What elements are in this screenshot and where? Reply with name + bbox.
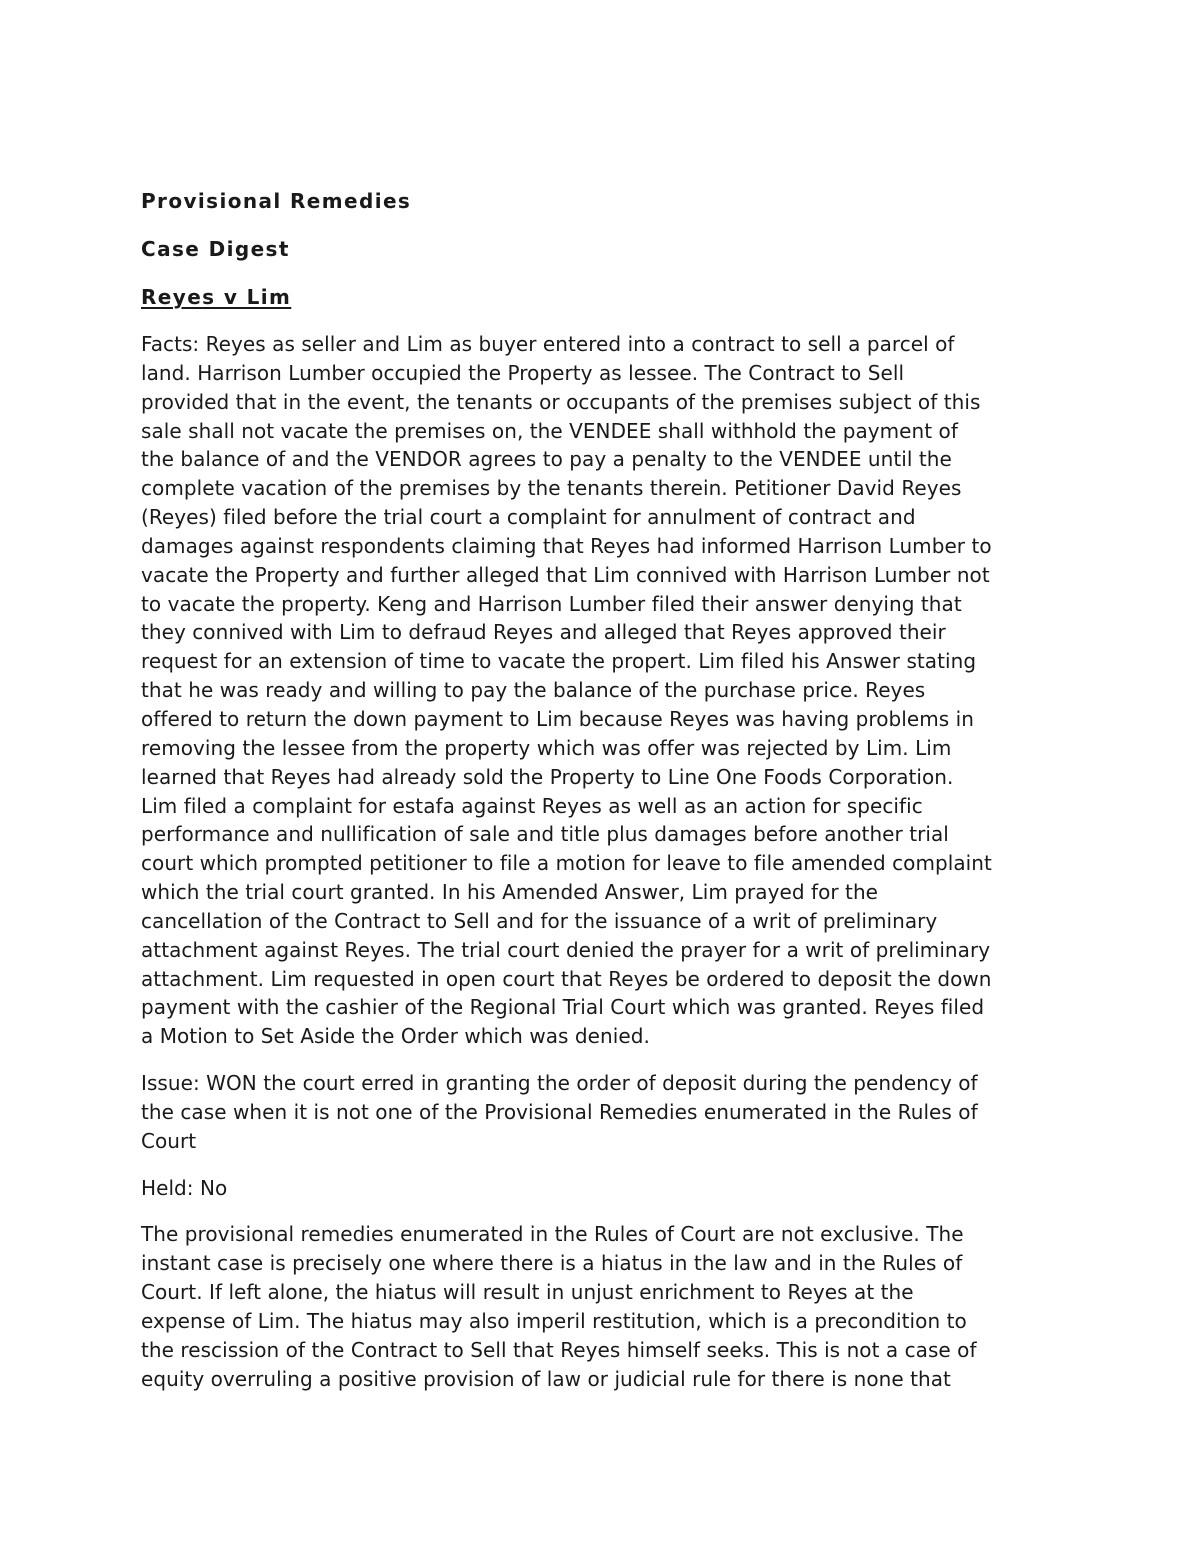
- document-subtitle: Case Digest: [141, 237, 290, 261]
- document-page: [141, 186, 1061, 1394]
- ruling-paragraph: The provisional remedies enumerated in the Rules of Court are not exclusive. The instant case is precisely one where there is a hiatus in the law and in the Rules of Court. If left alone, the hiatus will result in unjust enrichment to Reyes at the expense of Lim. The hiatus may also imperil restitution, which is a precondition to the rescission of the Contract to Sell that Reyes himself seeks. This is not a case of equity overruling a positive provision of law or judicial rule for there is none that: [141, 1222, 977, 1391]
- issue-paragraph: Issue: WON the court erred in granting the order of deposit during the pendency of the case when it is not one of the Provisional Remedies enumerated in the Rules of Court: [141, 1071, 978, 1153]
- held-paragraph: Held: No: [141, 1175, 228, 1200]
- case-title: Reyes v Lim: [141, 285, 292, 309]
- facts-paragraph: Facts: Reyes as seller and Lim as buyer entered into a contract to sell a parcel of land. Harrison Lumber occupied the Property as lessee. The Contract to Sell provided that in the event, the tenants or occupants of the premises subject of this sale shall not vacate the premises on, the VENDEE shall withhold the payment of the balance of and the VENDOR agrees to pay a penalty to the VENDEE until the complete vacation of the premises by the tenants therein. Petitioner David Reyes (Reyes) filed before the trial court a complaint for annulment of contract and damages against respondents claiming that Reyes had informed Harrison Lumber to vacate the Property and further alleged that Lim connived with Harrison Lumber not to vacate the property. Keng and Harrison Lumber filed their answer denying that they connived with Lim to defraud Reyes and alleged that Reyes approved their request for an extension of time to vacate the propert. Lim filed his Answer stating that he was ready and willing to pay the balance of the purchase price. Reyes offered to return the down payment to Lim because Reyes was having problems in removing the lessee from the property which was offer was rejected by Lim. Lim learned that Reyes had already sold the Property to Line One Foods Corporation. Lim filed a complaint for estafa against Reyes as well as an action for specific performance and nullification of sale and title plus damages before another trial court which prompted petitioner to file a motion for leave to file amended complaint which the trial court granted. In his Amended Answer, Lim prayed for the cancellation of the Contract to Sell and for the issuance of a writ of preliminary attachment against Reyes. The trial court denied the prayer for a writ of preliminary attachment. Lim requested in open court that Reyes be ordered to deposit the down payment with the cashier of the Regional Trial Court which was granted. Reyes filed a Motion to Set Aside the Order which was denied.: [141, 332, 992, 1049]
- document-title: Provisional Remedies: [141, 189, 412, 213]
